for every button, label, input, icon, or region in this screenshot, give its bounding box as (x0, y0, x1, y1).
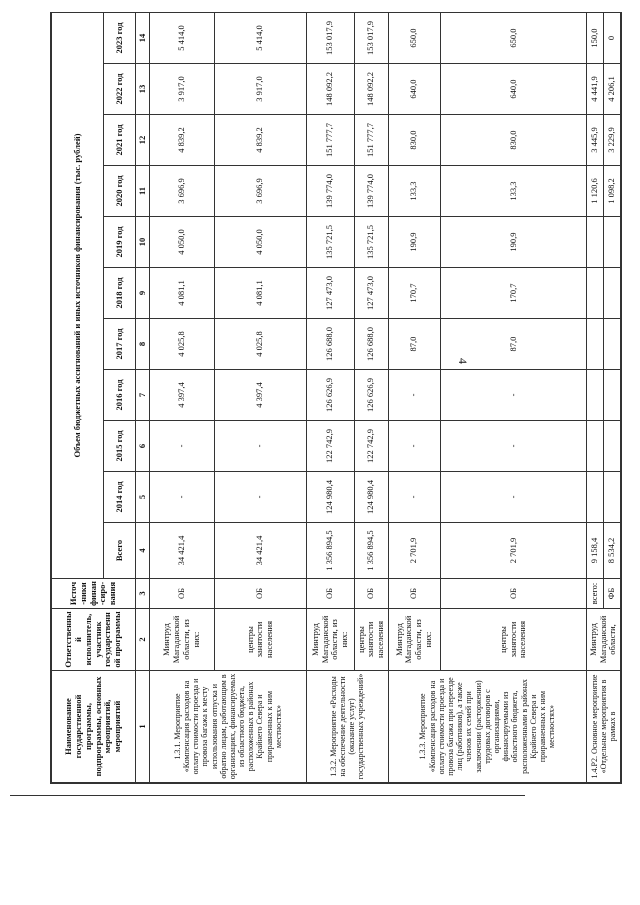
cell-value (604, 421, 621, 472)
cell-total: 1 356 894,5 (306, 523, 354, 579)
header-name: Наименование государственной программы, подпрограммы, основных мероприятий, мероприятий (52, 671, 136, 783)
header-source: Источ-ники финан-сиро-вания (52, 579, 136, 609)
row-source: ОБ (388, 579, 440, 609)
cell-value: 3 696,9 (150, 166, 215, 217)
cell-value: 148 092,2 (306, 64, 354, 115)
table-row (306, 12, 354, 782)
cell-total: 2 701,9 (388, 523, 440, 579)
document-page (50, 12, 622, 784)
column-number: 6 (136, 421, 150, 472)
cell-value: 4 839,2 (214, 115, 306, 166)
header-year: 2017 год (104, 319, 136, 370)
cell-value: 122 742,9 (306, 421, 354, 472)
header-year: 2022 год (104, 64, 136, 115)
column-number: 9 (136, 268, 150, 319)
cell-value: 135 721,5 (354, 217, 388, 268)
cell-value: 4 839,2 (150, 115, 215, 166)
cell-value (604, 217, 621, 268)
cell-value: 133,3 (388, 166, 440, 217)
header-year: 2016 год (104, 370, 136, 421)
cell-value: 830,0 (388, 115, 440, 166)
header-year: 2020 год (104, 166, 136, 217)
cell-value: 640,0 (388, 64, 440, 115)
cell-value: 153 017,9 (306, 12, 354, 63)
cell-value: 139 774,0 (354, 166, 388, 217)
table-row (587, 12, 604, 782)
cell-value: - (214, 472, 306, 523)
cell-total: 2 701,9 (440, 523, 586, 579)
row-responsible: Минтруд Магаданской области, из них: (306, 609, 354, 671)
column-number: 5 (136, 472, 150, 523)
cell-value: 151 777,7 (354, 115, 388, 166)
rotated-table-wrapper (51, 13, 621, 783)
cell-value (604, 268, 621, 319)
column-number: 2 (136, 609, 150, 671)
column-number: 8 (136, 319, 150, 370)
cell-value: 153 017,9 (354, 12, 388, 63)
cell-value: 126 688,0 (306, 319, 354, 370)
financing-table (51, 12, 621, 783)
row-name: 1.4.Р2. Основное мероприятие «Отдельные мероприятия в рамках в (587, 671, 621, 783)
cell-value: 139 774,0 (306, 166, 354, 217)
cell-value: 124 980,4 (306, 472, 354, 523)
cell-value (587, 217, 604, 268)
cell-value (604, 319, 621, 370)
cell-value: 170,7 (440, 268, 586, 319)
cell-total: 34 421,4 (214, 523, 306, 579)
cell-value: 3 917,0 (214, 64, 306, 115)
row-source: ОБ (214, 579, 306, 609)
cell-value: 1 120,6 (587, 166, 604, 217)
cell-value: 4 081,1 (150, 268, 215, 319)
row-name: 1.3.1. Мероприятие «Компенсация расходов на оплату стоимости проезда и провоза багажа к месту использования отпуска и обратно лицам, работающим в организациях, финансируемых из областного бюджета, расположенных в районах Крайнего Севера и приравненных к ним местностях» (150, 671, 307, 783)
cell-value: 127 473,0 (306, 268, 354, 319)
cell-value: - (388, 472, 440, 523)
row-source: ОБ (440, 579, 586, 609)
table-row (214, 12, 306, 782)
cell-value: 127 473,0 (354, 268, 388, 319)
cell-value: 640,0 (440, 64, 586, 115)
cell-value: 87,0 (388, 319, 440, 370)
cell-total: 8 534,2 (604, 523, 621, 579)
cell-value (587, 319, 604, 370)
cell-value: 151 777,7 (306, 115, 354, 166)
cell-value: 3 445,9 (587, 115, 604, 166)
cell-value: 4 397,4 (214, 370, 306, 421)
header-volume: Объем бюджетных ассигнований и иных источников финансирования (тыс. рублей) (52, 12, 104, 578)
cell-value: - (388, 370, 440, 421)
cell-value: 126 626,9 (354, 370, 388, 421)
cell-value (604, 370, 621, 421)
table-row (388, 12, 440, 782)
row-source: ФБ (604, 579, 621, 609)
header-year: 2018 год (104, 268, 136, 319)
cell-value (587, 472, 604, 523)
column-number: 12 (136, 115, 150, 166)
cell-value: 4 441,9 (587, 64, 604, 115)
row-name: 1.3.2. Мероприятие «Расходы на обеспечение деятельности (оказание услуг) государственных учреждений» (306, 671, 388, 783)
cell-value: 126 688,0 (354, 319, 388, 370)
row-responsible: Минтруд Магаданской области, из них: (388, 609, 440, 671)
cell-value: 5 414,0 (214, 12, 306, 63)
cell-total: 9 158,4 (587, 523, 604, 579)
cell-value: 122 742,9 (354, 421, 388, 472)
header-year: 2021 год (104, 115, 136, 166)
column-number: 13 (136, 64, 150, 115)
cell-value: 4 025,8 (150, 319, 215, 370)
cell-value: 3 229,9 (604, 115, 621, 166)
row-name: 1.3.3. Мероприятие «Компенсация расходов на оплату стоимости проезда и провоза багажа при переезде лиц (работников), а также членов их семей при заключении (расторжении) трудовых договоров с организациями, финансируемыми из областного бюджета, расположенными в районах Крайнего Севера и приравненных к ним местностях» (388, 671, 587, 783)
cell-value: 4 081,1 (214, 268, 306, 319)
cell-value: 1 098,2 (604, 166, 621, 217)
column-number: 4 (136, 523, 150, 579)
page-number: 4 (456, 358, 470, 364)
cell-value: 4 025,8 (214, 319, 306, 370)
row-responsible: Минтруд Магаданской области, (587, 609, 621, 671)
cell-value: 87,0 (440, 319, 586, 370)
cell-total: 1 356 894,5 (354, 523, 388, 579)
cell-value: 126 626,9 (306, 370, 354, 421)
column-number: 10 (136, 217, 150, 268)
cell-value: 4 050,0 (150, 217, 215, 268)
column-number: 1 (136, 671, 150, 783)
cell-value: 4 206,1 (604, 64, 621, 115)
header-year: 2014 год (104, 472, 136, 523)
cell-value: 3 696,9 (214, 166, 306, 217)
cell-value: 0 (604, 12, 621, 63)
cell-value: 650,0 (388, 12, 440, 63)
cell-value: - (214, 421, 306, 472)
row-responsible: центры занятости населения (354, 609, 388, 671)
row-source: ОБ (306, 579, 354, 609)
cell-value: - (440, 421, 586, 472)
cell-value: 133,3 (440, 166, 586, 217)
table-row (354, 12, 388, 782)
cell-total: 34 421,4 (150, 523, 215, 579)
row-source: ОБ (354, 579, 388, 609)
cell-value: - (150, 472, 215, 523)
cell-value: 3 917,0 (150, 64, 215, 115)
row-responsible: центры занятости населения (214, 609, 306, 671)
row-source: всего: (587, 579, 604, 609)
header-year: 2019 год (104, 217, 136, 268)
cell-value: 190,9 (440, 217, 586, 268)
cell-value (604, 472, 621, 523)
cell-value: 150,0 (587, 12, 604, 63)
cell-value (587, 268, 604, 319)
header-year: 2015 год (104, 421, 136, 472)
cell-value: - (440, 472, 586, 523)
table-row (440, 12, 586, 782)
cell-value: 170,7 (388, 268, 440, 319)
column-number: 7 (136, 370, 150, 421)
divider-line (10, 795, 525, 796)
cell-value: 650,0 (440, 12, 586, 63)
cell-value (587, 370, 604, 421)
cell-value: - (388, 421, 440, 472)
cell-value: 4 050,0 (214, 217, 306, 268)
column-number: 14 (136, 12, 150, 63)
cell-value: 135 721,5 (306, 217, 354, 268)
header-total: Всего (104, 523, 136, 579)
row-responsible: Минтруд Магаданской области, из них: (150, 609, 215, 671)
cell-value (587, 421, 604, 472)
cell-value: 124 980,4 (354, 472, 388, 523)
cell-value: 5 414,0 (150, 12, 215, 63)
cell-value: 190,9 (388, 217, 440, 268)
header-year: 2023 год (104, 12, 136, 63)
header-responsible: Ответственный исполнитель, участник государственной программы (52, 609, 136, 671)
cell-value: - (150, 421, 215, 472)
cell-value: - (440, 370, 586, 421)
cell-value: 830,0 (440, 115, 586, 166)
row-source: ОБ (150, 579, 215, 609)
column-number: 11 (136, 166, 150, 217)
column-number: 3 (136, 579, 150, 609)
cell-value: 4 397,4 (150, 370, 215, 421)
cell-value: 148 092,2 (354, 64, 388, 115)
row-responsible: центры занятости населения (440, 609, 586, 671)
table-row (150, 12, 215, 782)
